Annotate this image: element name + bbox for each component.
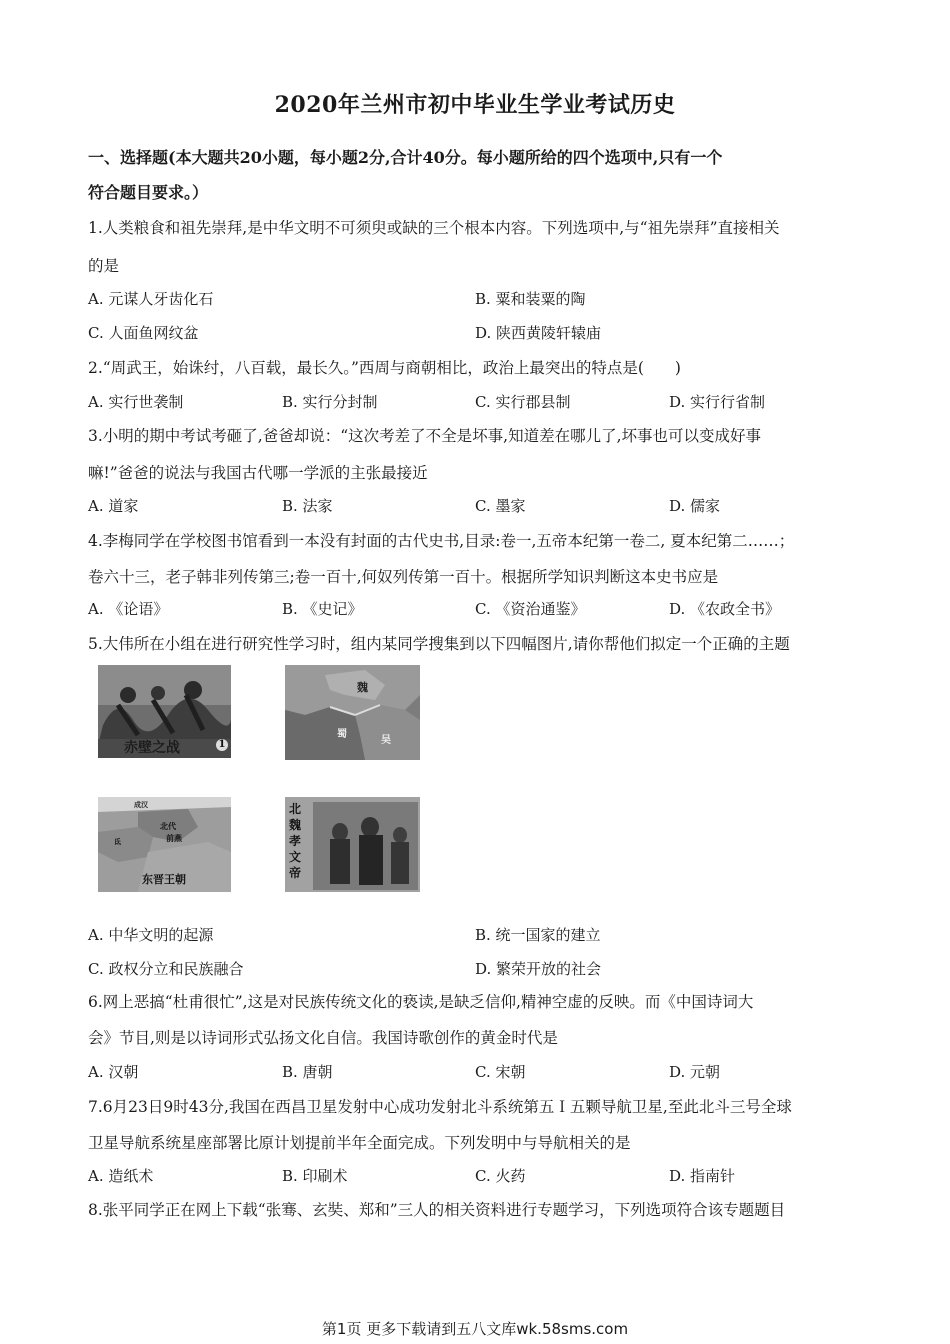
question-5-option-d: D. 繁荣开放的社会 — [475, 960, 602, 978]
question-1-option-b: B. 粟和装粟的陶 — [475, 290, 586, 308]
question-6-option-a: A. 汉朝 — [88, 1063, 139, 1081]
question-5-option-a: A. 中华文明的起源 — [88, 926, 214, 944]
section-heading-line1: 一、选择题(本大题共20小题，每小题2分,合计40分。每小题所给的四个选项中,只有一个 — [88, 148, 723, 167]
question-4-stem: 4.李梅同学在学校图书馆看到一本没有封面的古代史书,目录:卷一,五帝本纪第一卷二, 夏本纪第二……； — [88, 532, 795, 550]
question-1-option-a: A. 元谋人牙齿化石 — [88, 290, 214, 308]
question-4-option-b: B. 《史记》 — [282, 600, 363, 618]
question-6-stem-cont: 会》节目,则是以诗词形式弘扬文化自信。我国诗歌创作的黄金时代是 — [88, 1029, 558, 1047]
question-7-stem-cont: 卫星导航系统星座部署比原计划提前半年全面完成。下列发明中与导航相关的是 — [88, 1134, 631, 1152]
question-3-option-c: C. 墨家 — [475, 497, 526, 515]
question-4-option-c: C. 《资治通鉴》 — [475, 600, 586, 618]
question-5-stem: 5.大伟所在小组在进行研究性学习时，组内某同学搜集到以下四幅图片,请你帮他们拟定一个正确的主题 — [88, 635, 790, 653]
map-label-qianyan: 前燕 — [166, 833, 182, 843]
three-kingdoms-map-image — [285, 665, 420, 760]
question-7-option-c: C. 火药 — [475, 1167, 526, 1185]
question-3-option-d: D. 儒家 — [669, 497, 721, 515]
question-6-option-d: D. 元朝 — [669, 1063, 721, 1081]
section-heading-line2: 符合题目要求。） — [88, 183, 209, 202]
battle-of-chibi-caption: 赤壁之战 — [124, 740, 180, 756]
emperor-xiaowen-caption: 北魏孝文帝 — [289, 802, 302, 880]
question-6-stem: 6.网上恶搞“杜甫很忙”,这是对民族传统文化的亵读,是缺乏信仰,精神空虚的反映。而《中国诗词大 — [88, 993, 754, 1011]
map-label-wei: 魏 — [357, 681, 368, 694]
question-3-option-a: A. 道家 — [88, 497, 139, 515]
question-1-option-c: C. 人面鱼网纹盆 — [88, 324, 199, 342]
question-2-option-a: A. 实行世袭制 — [88, 393, 184, 411]
question-4-option-a: A. 《论语》 — [88, 600, 169, 618]
question-3-stem-cont: 嘛!”爸爸的说法与我国古代哪一学派的主张最接近 — [88, 464, 428, 482]
question-1-option-d: D. 陕西黄陵轩辕庙 — [475, 324, 602, 342]
question-7-option-b: B. 印刷术 — [282, 1167, 348, 1185]
question-8-stem: 8.张平同学正在网上下载“张骞、玄奘、郑和”三人的相关资料进行专题学习，下列选项符合该专题题目 — [88, 1201, 786, 1219]
question-1-stem: 1.人类粮食和祖先崇拜,是中华文明不可须臾或缺的三个根本内容。下列选项中,与“祖先崇拜”直接相关 — [88, 219, 780, 237]
map-label-shu: 蜀 — [337, 729, 347, 740]
question-7-stem: 7.6月23日9时43分,我国在西昌卫星发射中心成功发射北斗系统第五Ｉ五颗导航卫星,至此北斗三号全球 — [88, 1098, 792, 1116]
question-7-option-d: D. 指南针 — [669, 1167, 736, 1185]
page-footer: 第1页 更多下载请到五八文库wk.58sms.com — [321, 1320, 629, 1338]
question-4-stem-cont: 卷六十三，老子韩非列传第三;卷一百十,何奴列传第一百十。根据所学知识判断这本史书应是 — [88, 568, 719, 586]
map-label-wu: 吴 — [381, 735, 391, 746]
question-6-option-c: C. 宋朝 — [475, 1063, 526, 1081]
question-1-stem-cont: 的是 — [88, 257, 120, 275]
battle-of-chibi-image — [98, 665, 231, 758]
page-title: 2020年兰州市初中毕业生学业考试历史 — [274, 92, 676, 118]
question-2-stem: 2.“周武王，始诛纣，八百载，最长久。”西周与商朝相比，政治上最突出的特点是( ) — [88, 359, 681, 377]
question-3-option-b: B. 法家 — [282, 497, 333, 515]
emperor-xiaowen-image — [285, 797, 420, 892]
eastern-jin-map-image — [98, 797, 231, 892]
question-2-option-b: B. 实行分封制 — [282, 393, 378, 411]
map-label-beidai: 北代 — [160, 821, 176, 831]
map-label-label-3: 成汉 — [134, 800, 148, 809]
question-5-option-c: C. 政权分立和民族融合 — [88, 960, 244, 978]
question-2-option-c: C. 实行郡县制 — [475, 393, 571, 411]
map-label-di: 氐 — [114, 837, 121, 846]
question-7-option-a: A. 造纸术 — [88, 1167, 154, 1185]
eastern-jin-caption: 东晋王朝 — [142, 873, 186, 886]
question-3-stem: 3.小明的期中考试考砸了,爸爸却说：“这次考差了不全是坏事,知道差在哪儿了,坏事也可以变成好事 — [88, 427, 761, 445]
image-number-badge: 1 — [216, 739, 228, 751]
question-6-option-b: B. 唐朝 — [282, 1063, 333, 1081]
question-5-option-b: B. 统一国家的建立 — [475, 926, 601, 944]
question-2-option-d: D. 实行行省制 — [669, 393, 766, 411]
question-4-option-d: D. 《农政全书》 — [669, 600, 781, 618]
